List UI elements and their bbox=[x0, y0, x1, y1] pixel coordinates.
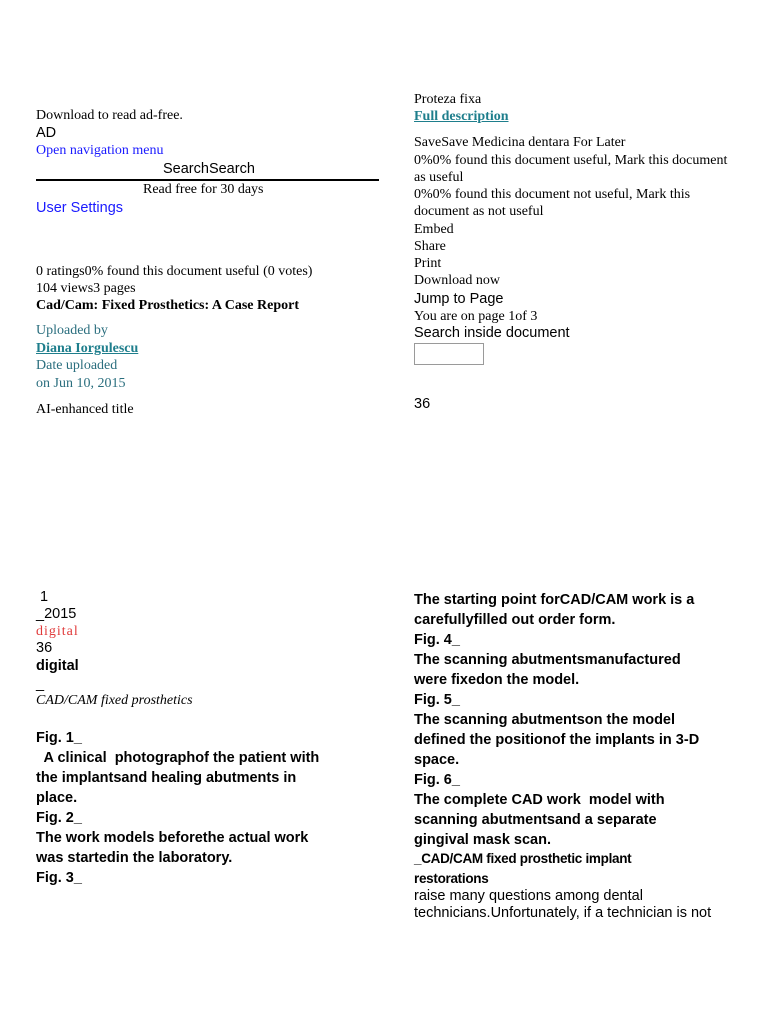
caption-line: Fig. 6_ bbox=[414, 772, 460, 788]
user-settings-link[interactable]: User Settings bbox=[36, 200, 124, 216]
mark-useful-button-cont[interactable]: as useful bbox=[414, 170, 464, 185]
open-navigation-menu-link[interactable]: Open navigation menu bbox=[36, 143, 164, 158]
caption-line: A clinical photographof the patient with bbox=[36, 750, 320, 766]
search-button[interactable]: SearchSearch bbox=[163, 161, 255, 177]
body-text-line2: technicians.Unfortunately, if a technician is not bbox=[414, 905, 712, 921]
digital-red-label: digital bbox=[36, 624, 79, 639]
save-for-later-button[interactable]: SaveSave Medicina dentara For Later bbox=[414, 135, 626, 150]
caption-line: space. bbox=[414, 752, 460, 768]
running-head: CAD/CAM fixed prosthetics bbox=[36, 693, 193, 708]
issue-year: _2015 bbox=[36, 606, 77, 622]
mark-not-useful-button-cont[interactable]: document as not useful bbox=[414, 204, 544, 219]
uploader-link[interactable]: Diana Iorgulescu bbox=[36, 341, 139, 356]
caption-line: defined the positionof the implants in 3-D bbox=[414, 732, 700, 748]
caption-line: carefullyfilled out order form. bbox=[414, 612, 616, 628]
caption-line: Fig. 3_ bbox=[36, 870, 82, 886]
caption-line: The starting point forCAD/CAM work is a bbox=[414, 592, 695, 608]
full-description-link[interactable]: Full description bbox=[414, 109, 509, 124]
document-title: Cad/Cam: Fixed Prosthetics: A Case Report bbox=[36, 298, 299, 313]
underscore-mark: _ bbox=[36, 676, 45, 692]
search-inside-input[interactable] bbox=[414, 343, 484, 365]
caption-line: The scanning abutmentson the model bbox=[414, 712, 676, 728]
caption-line: Fig. 1_ bbox=[36, 730, 82, 746]
mark-not-useful-button[interactable]: 0%0% found this document not useful, Mark this bbox=[414, 187, 691, 202]
digital-bold-label: digital bbox=[36, 658, 79, 674]
caption-line: Fig. 5_ bbox=[414, 692, 460, 708]
download-now-button[interactable]: Download now bbox=[414, 273, 500, 288]
issue-number: 36 bbox=[36, 640, 53, 656]
figure-captions-right bbox=[414, 590, 699, 850]
caption-line: The complete CAD work model with bbox=[414, 792, 665, 808]
page-position-text: You are on page 1of 3 bbox=[414, 309, 538, 324]
document-description: Proteza fixa bbox=[414, 92, 482, 107]
print-button[interactable]: Print bbox=[414, 256, 442, 271]
document-views-pages: 104 views3 pages bbox=[36, 281, 136, 296]
page-number-display: 36 bbox=[414, 396, 431, 412]
caption-line: were fixedon the model. bbox=[414, 672, 580, 688]
caption-line: the implantsand healing abutments in bbox=[36, 770, 297, 786]
caption-line: Fig. 4_ bbox=[414, 632, 460, 648]
read-free-link[interactable]: Read free for 30 days bbox=[143, 182, 264, 197]
caption-line: The work models beforethe actual work bbox=[36, 830, 309, 846]
embed-button[interactable]: Embed bbox=[414, 222, 454, 237]
share-button[interactable]: Share bbox=[414, 239, 446, 254]
section-heading-line2: restorations bbox=[414, 871, 489, 886]
caption-line: was startedin the laboratory. bbox=[36, 850, 233, 866]
date-uploaded-value: on Jun 10, 2015 bbox=[36, 376, 126, 391]
page-number: 1 bbox=[40, 589, 49, 605]
caption-line: gingival mask scan. bbox=[414, 832, 552, 848]
ad-label: AD bbox=[36, 125, 57, 141]
uploaded-by-label: Uploaded by bbox=[36, 323, 108, 338]
caption-line: scanning abutmentsand a separate bbox=[414, 812, 657, 828]
jump-to-page-label: Jump to Page bbox=[414, 291, 504, 307]
date-uploaded-label: Date uploaded bbox=[36, 358, 118, 373]
caption-line: place. bbox=[36, 790, 78, 806]
document-stats: 0 ratings0% found this document useful (0 votes) bbox=[36, 264, 313, 279]
body-text-line1: raise many questions among dental bbox=[414, 888, 643, 904]
section-heading-line1: _CAD/CAM fixed prosthetic implant bbox=[414, 851, 632, 866]
search-inside-label: Search inside document bbox=[414, 325, 570, 341]
divider bbox=[36, 179, 379, 181]
ai-enhanced-title-label: AI-enhanced title bbox=[36, 402, 134, 417]
download-ad-free-text: Download to read ad-free. bbox=[36, 108, 183, 123]
caption-line: Fig. 2_ bbox=[36, 810, 82, 826]
mark-useful-button[interactable]: 0%0% found this document useful, Mark this document bbox=[414, 153, 728, 168]
caption-line: The scanning abutmentsmanufactured bbox=[414, 652, 681, 668]
figure-captions-left bbox=[36, 728, 319, 888]
